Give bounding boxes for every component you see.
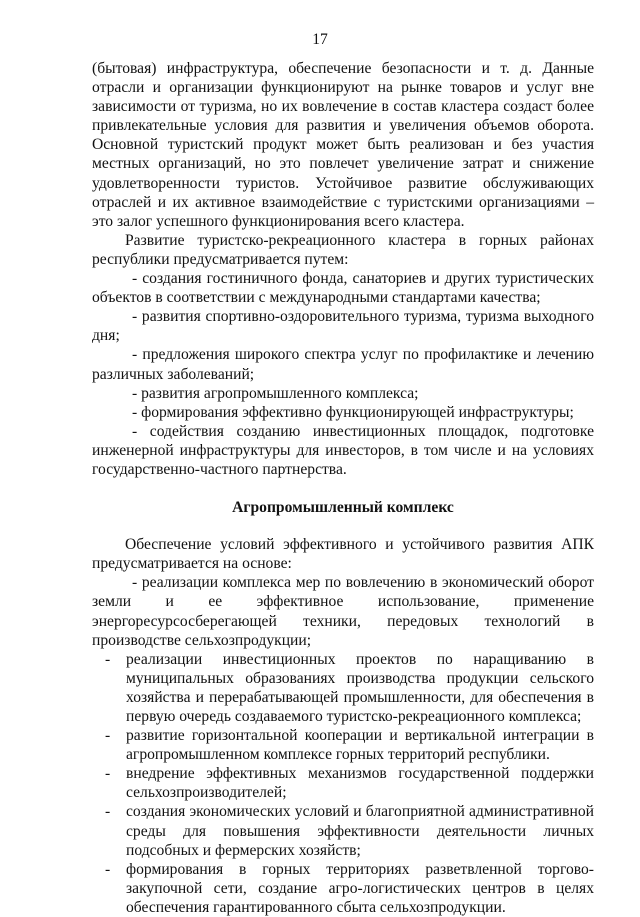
list-item-text: реализации инвестиционных проектов по наращиванию в муниципальных образованиях производства продукции сельского хозяйства и перерабатывающей промышленности, для обеспечения в первую очередь создаваемого туристско-рекреационного комплекса; [126,650,594,725]
bullet-dash: - [105,727,111,745]
tourism-measure-item: - развития агропромышленного комплекса; [132,384,419,402]
list-item-text: создания экономических условий и благоприятной административной среды для повышения эффективности деятельности личных подсобных и фермерских хозяйств; [126,803,594,859]
list-item [92,764,594,802]
apk-measures-list [92,650,594,917]
bullet-dash: - [105,860,111,878]
apk-first-measure: - реализации комплекса мер по вовлечению в экономический оборот земли и ее эффективное использование, применение энергоресурсосберегающей техники, передовых технологий в производстве сельхозпродукции; [92,574,594,649]
tourism-measure-item: - предложения широкого спектра услуг по профилактике и лечению различных заболеваний; [92,346,594,383]
list-item [92,860,594,917]
tourism-measure-item: - развития спортивно-оздоровительного туризма, туризма выходного дня; [92,308,594,345]
list-item [92,650,594,726]
list-item [92,802,594,859]
list-item-text: внедрение эффективных механизмов государственной поддержки сельхозпроизводителей; [126,765,594,802]
section-heading: Агропромышленный комплекс [232,499,454,517]
tourism-measure-item: - формирования эффективно функционирующей инфраструктуры; [132,403,574,421]
paragraph-apk-intro: Обеспечение условий эффективного и устойчивого развития АПК предусматривается на основе: [92,536,594,573]
document-body [92,59,594,917]
list-item-text: формирования в горных территориях разветвленной торгово-закупочной сети, создание агро-логистических центров в целях обеспечения гарантированного сбыта сельхозпродукции. [126,860,594,916]
bullet-dash: - [105,803,111,821]
list-item-text: развитие горизонтальной кооперации и вертикальной интеграции в агропромышленном комплексе горных территорий республики. [126,727,594,764]
tourism-measure-item: - содействия созданию инвестиционных площадок, подготовке инженерной инфраструктуры для инвесторов, в том числе и на условиях государственно-частного партнерства. [92,422,594,478]
paragraph-cluster-development: Развитие туристско-рекреационного кластера в горных районах республики предусматривается путем: [92,231,594,268]
page-number: 17 [312,31,328,48]
tourism-measure-item: - создания гостиничного фонда, санаториев и других туристических объектов в соответствии с международными стандартами качества; [92,270,594,307]
list-item [92,726,594,764]
bullet-dash: - [105,650,111,668]
paragraph-infrastructure: (бытовая) инфраструктура, обеспечение безопасности и т. д. Данные отрасли и организации функционируют на рынке товаров и услуг вне зависимости от туризма, но их вовлечение в состав кластера создаст более привлекательные условия для развития и увеличения объемов оборота. Основной туристский продукт может быть реализован и без участия местных организаций, но это повлечет увеличение затрат и снижение удовлетворенности туристов. Устойчивое развитие обслуживающих отраслей и их активное взаимодействие с туристскими организациями – это залог успешного функционирования всего кластера. [92,60,594,230]
bullet-dash: - [105,765,111,783]
